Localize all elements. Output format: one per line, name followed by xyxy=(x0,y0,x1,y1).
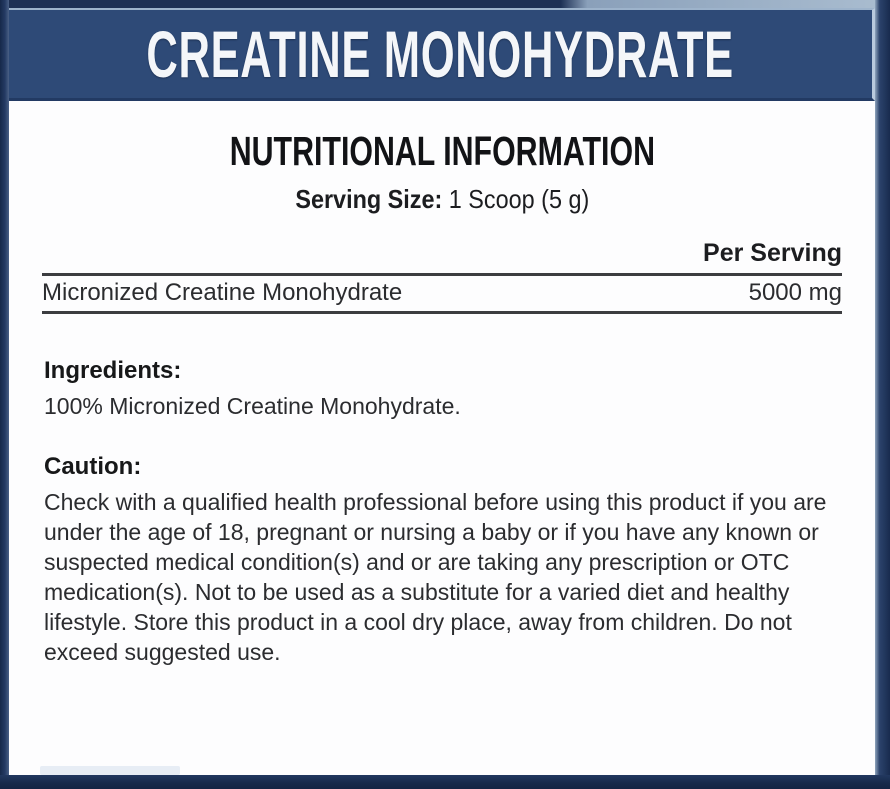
ingredients-label: Ingredients: xyxy=(44,357,182,384)
ingredients-text: 100% Micronized Creatine Monohydrate. xyxy=(44,393,461,419)
frame-bottom-strip xyxy=(0,775,890,789)
facts-table xyxy=(42,239,842,314)
ingredients-section xyxy=(42,357,842,421)
serving-size-label: Serving Size: xyxy=(295,184,442,214)
frame-left-border xyxy=(0,0,9,789)
label-body xyxy=(9,101,875,775)
product-title: CREATINE MONOHYDRATE xyxy=(146,17,735,91)
nutrient-amount: 5000 mg xyxy=(748,279,842,306)
caution-section xyxy=(42,453,842,667)
facts-rule-bottom xyxy=(42,311,842,314)
nutrient-name: Micronized Creatine Monohydrate xyxy=(42,279,403,306)
frame-right-border xyxy=(875,0,890,789)
table-row xyxy=(42,276,842,311)
caution-label: Caution: xyxy=(44,453,142,480)
product-header-bar xyxy=(9,8,875,101)
serving-size-row xyxy=(42,184,842,215)
panel-title-row xyxy=(42,128,842,175)
serving-size-value: 1 Scoop (5 g) xyxy=(448,184,589,214)
caution-text: Check with a qualified health professional before using this product if you are under the age of 18, pregnant or nursing a baby or if you have any known or suspected medical condition(s) and or are taking any prescription or OTC medication(s). Not to be used as a substitute for a varied diet and healthy lifestyle. Store this product in a cool dry place, away from children. Do not exceed suggested use. xyxy=(44,489,827,665)
per-serving-column-header: Per Serving xyxy=(703,239,842,267)
serving-size-line xyxy=(295,184,589,215)
nutritional-information-heading: NUTRITIONAL INFORMATION xyxy=(229,128,655,174)
